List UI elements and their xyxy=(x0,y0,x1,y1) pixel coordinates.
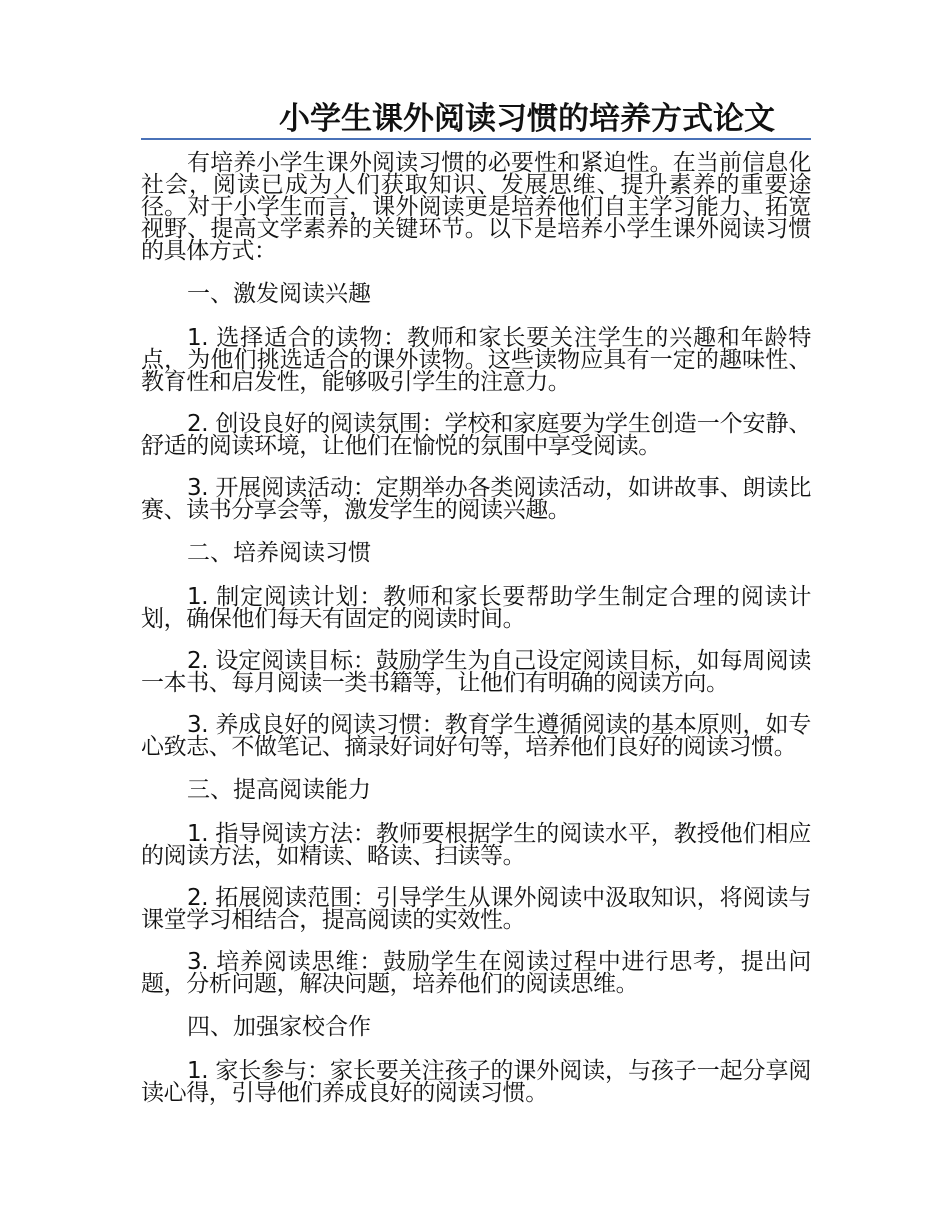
section-item: 3. 开展阅读活动：定期举办各类阅读活动，如讲故事、朗读比赛、读书分享会等，激发学生的阅读兴趣。 xyxy=(141,475,811,523)
intro-paragraph: 有培养小学生课外阅读习惯的必要性和紧迫性。在当前信息化社会，阅读已成为人们获取知识、发展思维、提升素养的重要途径。对于小学生而言，课外阅读更是培养他们自主学习能力、拓宽视野、提高文学素养的关键环节。以下是培养小学生课外阅读习惯的具体方式： xyxy=(141,150,811,264)
document-page xyxy=(141,100,811,1124)
section-heading: 二、培养阅读习惯 xyxy=(187,540,371,566)
title-underline xyxy=(141,138,811,140)
section-item: 2. 设定阅读目标：鼓励学生为自己设定阅读目标，如每周阅读一本书、每月阅读一类书籍等，让他们有明确的阅读方向。 xyxy=(141,648,811,696)
section-heading: 一、激发阅读兴趣 xyxy=(187,281,371,307)
section-1 xyxy=(141,282,811,521)
section-item: 1. 指导阅读方法：教师要根据学生的阅读水平，教授他们相应的阅读方法，如精读、略读、扫读等。 xyxy=(141,821,811,869)
section-4 xyxy=(141,1015,811,1104)
section-heading: 四、加强家校合作 xyxy=(187,1014,371,1040)
section-item: 1. 制定阅读计划：教师和家长要帮助学生制定合理的阅读计划，确保他们每天有固定的阅读时间。 xyxy=(141,584,811,632)
section-item: 2. 创设良好的阅读氛围：学校和家庭要为学生创造一个安静、舒适的阅读环境，让他们在愉悦的氛围中享受阅读。 xyxy=(141,411,811,459)
section-item: 3. 养成良好的阅读习惯：教育学生遵循阅读的基本原则，如专心致志、不做笔记、摘录好词好句等，培养他们良好的阅读习惯。 xyxy=(141,712,811,760)
document-title: 小学生课外阅读习惯的培养方式论文 xyxy=(279,101,775,137)
section-item: 3. 培养阅读思维：鼓励学生在阅读过程中进行思考，提出问题，分析问题，解决问题，培养他们的阅读思维。 xyxy=(141,949,811,997)
section-item: 1. 家长参与：家长要关注孩子的课外阅读，与孩子一起分享阅读心得，引导他们养成良好的阅读习惯。 xyxy=(141,1058,811,1106)
section-2 xyxy=(141,541,811,758)
section-item: 2. 拓展阅读范围：引导学生从课外阅读中汲取知识，将阅读与课堂学习相结合，提高阅读的实效性。 xyxy=(141,885,811,933)
section-heading: 三、提高阅读能力 xyxy=(187,777,371,803)
section-item: 1. 选择适合的读物：教师和家长要关注学生的兴趣和年龄特点，为他们挑选适合的课外读物。这些读物应具有一定的趣味性、教育性和启发性，能够吸引学生的注意力。 xyxy=(141,325,811,395)
section-3 xyxy=(141,778,811,995)
